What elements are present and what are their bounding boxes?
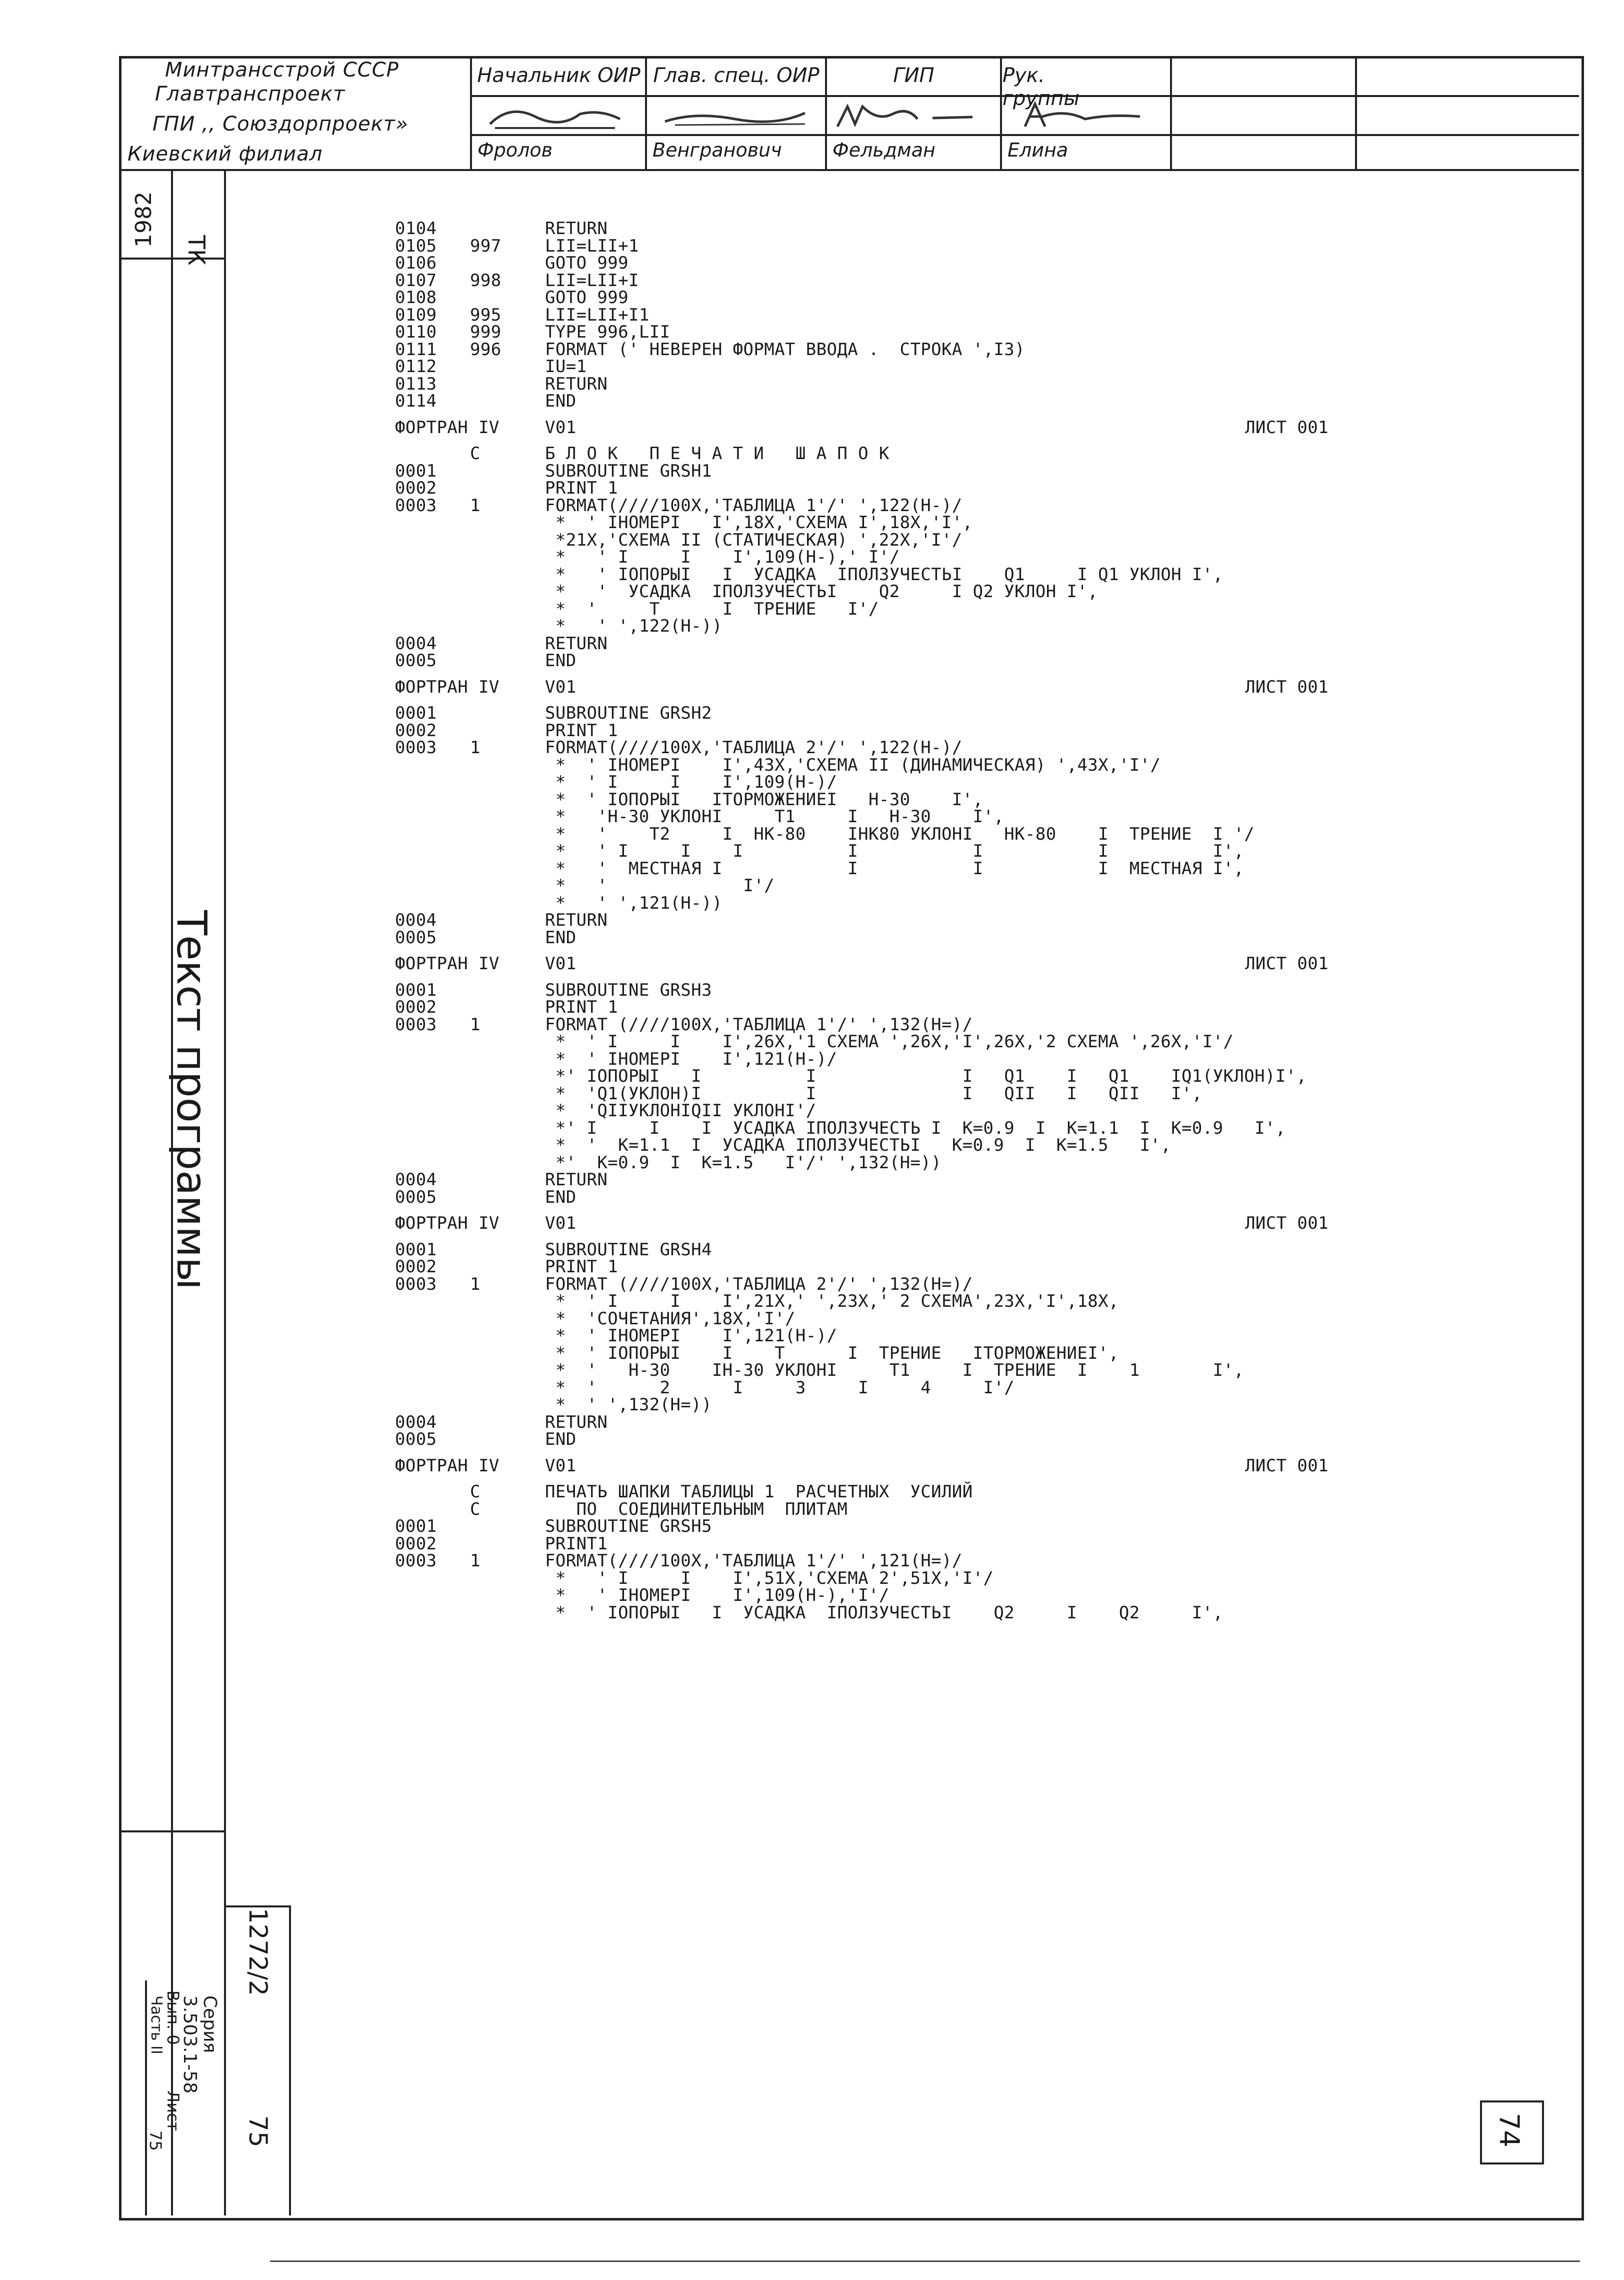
line-number: 0002 [395, 720, 437, 741]
header-name: Фельдман [832, 139, 936, 161]
code-text: ПО СОЕДИНИТЕЛЬНЫМ ПЛИТАМ [545, 1499, 848, 1519]
code-text: FORMAT (' НЕВЕРЕН ФОРМАТ ВВОДА . СТРОКА ',I3) [545, 339, 1026, 360]
scan-edge-line [270, 2260, 1580, 2262]
title-block-divider [1000, 56, 1002, 169]
header-title-cell: Глав. спец. ОИР [653, 64, 820, 87]
code-text: * ' I I I',109(H-)/ [545, 772, 838, 792]
code-line [395, 877, 1545, 895]
code-line [395, 289, 1545, 307]
code-text: FORMAT(////100X,'ТАБЛИЦА 1'/' ',121(H=)/ [545, 1551, 962, 1571]
code-line [395, 1431, 1545, 1448]
line-number: 0003 [395, 1014, 437, 1035]
code-text: * 'СОЧЕТАНИЯ',18X,'I'/ [545, 1308, 796, 1329]
code-line [395, 393, 1545, 410]
code-line [395, 1137, 1545, 1154]
code-line [395, 220, 1545, 238]
code-text: END [545, 927, 576, 948]
series-value: 3.503.1-58 [180, 1995, 200, 2094]
code-line [395, 860, 1545, 878]
line-number: 0107 [395, 270, 437, 291]
code-line [395, 601, 1545, 618]
code-text: * ' T I ТРЕНИЕ I'/ [545, 599, 879, 619]
code-line [395, 1345, 1545, 1362]
margin-strip-line [224, 169, 226, 2215]
code-text: PRINT 1 [545, 997, 618, 1017]
code-text: END [545, 391, 576, 411]
document-code: 1272/2 [244, 1908, 272, 1996]
code-line [395, 497, 1545, 515]
code-line [395, 514, 1545, 532]
code-line [395, 238, 1545, 255]
code-line [395, 722, 1545, 740]
code-text: FORMAT(////100X,'ТАБЛИЦА 1'/' ',122(H-)/ [545, 495, 962, 516]
line-number: 0001 [395, 461, 437, 481]
code-text: * ' IНОМЕРI I',121(H-)/ [545, 1326, 838, 1346]
code-text: PRINT 1 [545, 1257, 618, 1277]
listing-page-header [395, 955, 1545, 973]
code-text: END [545, 1187, 576, 1207]
code-text: ПЕЧАТЬ ШАПКИ ТАБЛИЦЫ 1 РАСЧЕТНЫХ УСИЛИЙ [545, 1482, 973, 1502]
listing-sheet-number: ЛИСТ 001 [1245, 677, 1328, 697]
code-line [395, 1085, 1545, 1103]
code-text: *' I I I УСАДКА IПОЛЗУЧЕСТЬ I K=0.9 I K=1.1 I K=0.9 I', [545, 1118, 1286, 1138]
page-number: 74 [1494, 2113, 1525, 2147]
code-text: * ' 2 I 3 I 4 I'/ [545, 1377, 1015, 1398]
code-line [395, 376, 1545, 393]
compiler-name: ФОРТРАН IV [395, 417, 500, 438]
line-number: 0104 [395, 219, 437, 239]
code-line [395, 358, 1545, 376]
listing-page-header [395, 1215, 1545, 1232]
line-number: 0003 [395, 495, 437, 516]
code-line [395, 1587, 1545, 1604]
code-line [395, 1033, 1545, 1051]
code-text: * 'QIIУКЛОНIQII УКЛОНI'/ [545, 1101, 816, 1121]
line-number: 0002 [395, 478, 437, 498]
code-text: * ' IОПОРЫI IТОРМОЖЕНИЕI H-30 I', [545, 789, 984, 810]
header-name: Фролов [478, 139, 553, 161]
code-text: * ' IНОМЕРI I',121(H-)/ [545, 1049, 838, 1069]
code-line [395, 808, 1545, 826]
code-line [395, 1518, 1545, 1535]
signature-image [1015, 99, 1155, 133]
code-line [395, 307, 1545, 324]
listing-sheet-number: ЛИСТ 001 [1245, 1455, 1328, 1476]
code-line [395, 583, 1545, 601]
code-text: * ' IНОМЕРI I',43X,'СХЕМА II (ДИНАМИЧЕСКАЯ) ',43X,'I'/ [545, 755, 1161, 775]
code-line [395, 324, 1545, 341]
header-title-cell: Начальник ОИР [477, 64, 640, 87]
code-line [395, 255, 1545, 272]
compiler-version: V01 [545, 677, 576, 697]
line-number: 0002 [395, 1257, 437, 1277]
signature-image [655, 99, 815, 133]
code-line [395, 1016, 1545, 1034]
code-text: RETURN [545, 910, 608, 930]
code-text: FORMAT (////100X,'ТАБЛИЦА 2'/' ',132(H=)/ [545, 1274, 973, 1294]
listing-page-header [395, 679, 1545, 696]
margin-strip-line [224, 1905, 289, 1907]
line-number: 0002 [395, 1533, 437, 1554]
line-number: 0113 [395, 374, 437, 394]
year-label: 1982 [131, 192, 156, 248]
signature-image [480, 99, 630, 133]
line-number: 0001 [395, 703, 437, 723]
code-text: LII=LII+I [545, 270, 639, 291]
line-number: 0004 [395, 1412, 437, 1432]
line-number: 0003 [395, 1274, 437, 1294]
compiler-name: ФОРТРАН IV [395, 1213, 500, 1233]
code-text: RETURN [545, 1412, 608, 1432]
code-text: * ' I I I I I I I', [545, 841, 1244, 861]
code-text: GOTO 999 [545, 288, 628, 308]
code-line [395, 566, 1545, 584]
page-small: 75 [244, 2115, 272, 2147]
org-line: Киевский филиал [128, 143, 323, 166]
code-text: IU=1 [545, 357, 587, 377]
code-text: * ' IОПОРЫI I УСАДКА IПОЛЗУЧЕСТЬI Q2 I Q2 I', [545, 1602, 1224, 1623]
issue-label: Вып. 0 [164, 1990, 182, 2045]
statement-label: 1 [470, 1014, 480, 1035]
compiler-name: ФОРТРАН IV [395, 677, 500, 697]
compiler-version: V01 [545, 417, 576, 438]
code-line [395, 1154, 1545, 1172]
compiler-version: V01 [545, 1213, 576, 1233]
statement-label: 995 [470, 305, 502, 325]
title-block-divider [825, 56, 827, 169]
code-text: TYPE 996,LII [545, 322, 670, 342]
code-text: PRINT 1 [545, 720, 618, 741]
compiler-name: ФОРТРАН IV [395, 954, 500, 974]
line-number: 0005 [395, 927, 437, 948]
listing-sheet-number: ЛИСТ 001 [1245, 954, 1328, 974]
code-line [395, 1570, 1545, 1587]
code-line [395, 635, 1545, 653]
code-text: * ' K=1.1 I УСАДКА IПОЛЗУЧЕСТЬI K=0.9 I K=1.5 I', [545, 1135, 1172, 1155]
code-line [395, 895, 1545, 912]
statement-label: C [470, 1499, 480, 1519]
line-number: 0001 [395, 1239, 437, 1260]
code-line [395, 1102, 1545, 1120]
signature-image [832, 99, 992, 133]
code-line [395, 1241, 1545, 1259]
statement-label: 1 [470, 738, 480, 758]
code-line [395, 1068, 1545, 1085]
line-number: 0001 [395, 980, 437, 1000]
line-number: 0109 [395, 305, 437, 325]
series-label: Серия [200, 1995, 220, 2053]
code-line [395, 999, 1545, 1016]
code-text: SUBROUTINE GRSH1 [545, 461, 712, 481]
code-text: * 'Q1(УКЛОН)I I I QII I QII I', [545, 1083, 1202, 1104]
code-line [395, 1171, 1545, 1189]
code-text: * ' IНОМЕРI I',109(H-),'I'/ [545, 1585, 890, 1605]
line-number: 0110 [395, 322, 437, 342]
code-line [395, 1362, 1545, 1379]
sheet-label: Лист [164, 2090, 182, 2131]
statement-label: 1 [470, 1551, 480, 1571]
code-text: FORMAT(////100X,'ТАБЛИЦА 2'/' ',122(H-)/ [545, 738, 962, 758]
tk-label: ТК [183, 235, 210, 266]
margin-strip-line [289, 1905, 291, 2215]
code-line [395, 705, 1545, 722]
code-line [395, 652, 1545, 670]
code-line [395, 1189, 1545, 1206]
code-text: * ' I I I',21X,' ',23X,' 2 СХЕМА',23X,'I',18X, [545, 1291, 1119, 1311]
code-line [395, 826, 1545, 843]
org-line: Минтрансстрой СССР [165, 59, 399, 82]
code-text: * ' ',132(H=)) [545, 1395, 712, 1415]
code-text: *' IОПОРЫI I I I Q1 I Q1 IQ1(УКЛОН)I', [545, 1066, 1307, 1086]
code-line [395, 1051, 1545, 1068]
code-text: * ' ',122(H-)) [545, 616, 722, 636]
compiler-name: ФОРТРАН IV [395, 1455, 500, 1476]
margin-strip-line [119, 1830, 224, 1832]
listing-sheet-number: ЛИСТ 001 [1245, 417, 1328, 438]
code-text: FORMAT (////100X,'ТАБЛИЦА 1'/' ',132(H=)/ [545, 1014, 973, 1035]
line-number: 0003 [395, 1551, 437, 1571]
header-title-cell: Рук. группы [1002, 64, 1080, 110]
listing-sheet-number: ЛИСТ 001 [1245, 1213, 1328, 1233]
code-line [395, 757, 1545, 774]
compiler-version: V01 [545, 954, 576, 974]
line-number: 0001 [395, 1516, 437, 1536]
line-number: 0004 [395, 633, 437, 654]
code-text: *21X,'СХЕМА II (СТАТИЧЕСКАЯ) ',22X,'I'/ [545, 530, 962, 550]
code-text: SUBROUTINE GRSH2 [545, 703, 712, 723]
title-block-divider [1355, 56, 1357, 169]
code-line [395, 1604, 1545, 1622]
line-number: 0005 [395, 1429, 437, 1449]
code-text: END [545, 651, 576, 671]
statement-label: C [470, 444, 480, 464]
code-line [395, 1414, 1545, 1431]
code-line [395, 1483, 1545, 1501]
org-line: ГПИ ,, Союздорпроект» [152, 113, 408, 136]
statement-label: 1 [470, 1274, 480, 1294]
line-number: 0112 [395, 357, 437, 377]
code-text: LII=LII+I1 [545, 305, 650, 325]
code-text: RETURN [545, 374, 608, 394]
line-number: 0108 [395, 288, 437, 308]
code-text: * ' IОПОРЫI I УСАДКА IПОЛЗУЧЕСТЬI Q1 I Q1 УКЛОН I', [545, 564, 1224, 585]
document-title: Текст программы [168, 910, 215, 1290]
code-line [395, 618, 1545, 635]
statement-label: 996 [470, 339, 502, 360]
line-number: 0114 [395, 391, 437, 411]
code-text: * ' I I I',26X,'1 СХЕМА ',26X,'I',26X,'2 СХЕМА ',26X,'I'/ [545, 1032, 1234, 1052]
line-number: 0005 [395, 1187, 437, 1207]
code-text: * ' I I I',51X,'СХЕМА 2',51X,'I'/ [545, 1568, 994, 1588]
code-line [395, 1293, 1545, 1310]
code-line [395, 1535, 1545, 1553]
code-line [395, 341, 1545, 359]
code-line [395, 1501, 1545, 1518]
code-line [395, 774, 1545, 791]
code-text: SUBROUTINE GRSH4 [545, 1239, 712, 1260]
code-line [395, 1310, 1545, 1328]
statement-label: C [470, 1482, 480, 1502]
code-text: * ' I'/ [545, 876, 775, 896]
listing-page-header [395, 419, 1545, 437]
line-number: 0111 [395, 339, 437, 360]
code-text: Б Л О К П Е Ч А Т И Ш А П О К [545, 444, 890, 464]
line-number: 0106 [395, 253, 437, 273]
sheet-value: 75 [146, 2130, 165, 2151]
code-text: * ' МЕСТНАЯ I I I I МЕСТНАЯ I', [545, 858, 1244, 879]
line-number: 0105 [395, 236, 437, 256]
code-text: * ' T2 I НК-80 IНК80 УКЛОНI НК-80 I ТРЕНИЕ I '/ [545, 824, 1255, 844]
code-text: END [545, 1429, 576, 1449]
line-number: 0003 [395, 738, 437, 758]
line-number: 0004 [395, 1170, 437, 1190]
title-block-row-line [470, 134, 1579, 136]
code-line [395, 982, 1545, 999]
code-text: * ' IОПОРЫI I T I ТРЕНИЕ IТОРМОЖЕНИЕI', [545, 1343, 1119, 1363]
code-line [395, 791, 1545, 809]
line-number: 0002 [395, 997, 437, 1017]
org-line: Главтранспроект [155, 83, 346, 106]
statement-label: 998 [470, 270, 502, 291]
code-line [395, 445, 1545, 463]
code-line [395, 1120, 1545, 1137]
header-title-cell: ГИП [893, 64, 934, 87]
code-line [395, 1396, 1545, 1414]
code-line [395, 463, 1545, 480]
code-line [395, 480, 1545, 497]
statement-label: 1 [470, 495, 480, 516]
code-line [395, 532, 1545, 549]
title-block-bottom-line [119, 169, 1579, 171]
statement-label: 997 [470, 236, 502, 256]
code-text: PRINT1 [545, 1533, 608, 1554]
code-line [395, 1379, 1545, 1397]
header-name: Венграновuч [652, 139, 782, 161]
code-text: * ' ',121(H-)) [545, 893, 722, 913]
code-line [395, 929, 1545, 947]
title-block-divider [1170, 56, 1172, 169]
code-text: SUBROUTINE GRSH3 [545, 980, 712, 1000]
code-line [395, 272, 1545, 290]
compiler-version: V01 [545, 1455, 576, 1476]
title-block-divider [470, 56, 472, 169]
line-number: 0005 [395, 651, 437, 671]
statement-label: 999 [470, 322, 502, 342]
code-text: * ' УСАДКА IПОЛЗУЧЕСТЬI Q2 I Q2 УКЛОН I', [545, 582, 1098, 602]
code-line [395, 549, 1545, 566]
code-text: RETURN [545, 219, 608, 239]
code-text: RETURN [545, 633, 608, 654]
code-line [395, 843, 1545, 860]
code-line [395, 912, 1545, 929]
part-label: Часть II [148, 1995, 165, 2054]
code-line [395, 739, 1545, 757]
code-text: PRINT 1 [545, 478, 618, 498]
code-text: * ' H-30 IH-30 УКЛОНI T1 I ТРЕНИЕ I 1 I', [545, 1360, 1244, 1380]
code-text: SUBROUTINE GRSH5 [545, 1516, 712, 1536]
code-line [395, 1327, 1545, 1345]
header-name: Елина [1008, 139, 1068, 161]
code-text: *' K=0.9 I K=1.5 I'/' ',132(H=)) [545, 1152, 942, 1173]
code-text: * ' I I I',109(H-),' I'/ [545, 547, 900, 567]
listing-page-header [395, 1457, 1545, 1475]
line-number: 0004 [395, 910, 437, 930]
margin-strip-line [145, 1980, 147, 2215]
code-text: * 'H-30 УКЛОНI T1 I H-30 I', [545, 807, 1004, 827]
code-text: GOTO 999 [545, 253, 628, 273]
code-text: * ' IНОМЕРI I',18X,'СХЕМА I',18X,'I', [545, 513, 973, 533]
code-text: LII=LII+1 [545, 236, 639, 256]
code-text: RETURN [545, 1170, 608, 1190]
code-line [395, 1258, 1545, 1276]
code-line [395, 1552, 1545, 1570]
title-block-divider [645, 56, 647, 169]
program-listing [395, 220, 1545, 1621]
code-line [395, 1276, 1545, 1293]
